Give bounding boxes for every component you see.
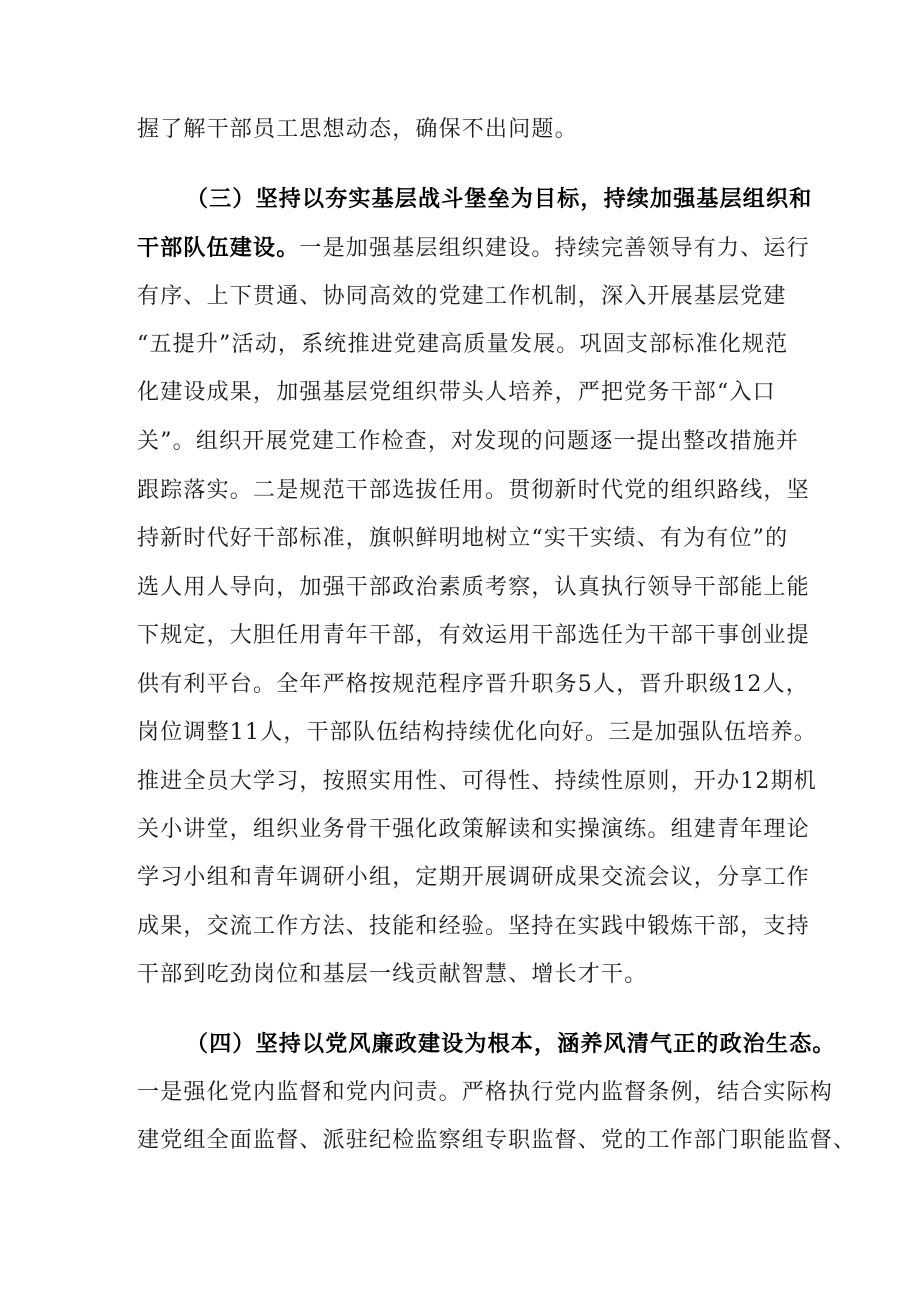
section-heading-3-tail: 干部队伍建设。 — [137, 235, 300, 261]
text-line: 关”。组织开展党建工作检查，对发现的问题逐一提出整改措施并 — [137, 429, 800, 454]
text-line: 学习小组和青年调研小组，定期开展调研成果交流会议，分享工作 — [137, 865, 810, 890]
text-line: 化建设成果，加强基层党组织带头人培养，严把党务干部“入口 — [137, 380, 776, 405]
text-line: 关小讲堂，组织业务骨干强化政策解读和实操演练。组建青年理论 — [137, 817, 810, 842]
section-heading-3: （三）坚持以夯实基层战斗堡垒为目标，持续加强基层组织和 — [186, 186, 813, 212]
text-line: 干部到吃劲岗位和基层一线贡献智慧、增长才干。 — [137, 962, 648, 987]
text-line: 持新时代好干部标准，旗帜鲜明地树立“实干实绩、有为有位”的 — [137, 526, 789, 551]
text-line: 成果，交流工作方法、技能和经验。坚持在实践中锻炼干部，支持 — [137, 914, 810, 939]
text-line: 选人用人导向，加强干部政治素质考察，认真执行领导干部能上能 — [137, 575, 810, 600]
text-line: 推进全员大学习，按照实用性、可得性、持续性原则，开办12期机 — [137, 769, 817, 794]
text-line: 供有利平台。全年严格按规范程序晋升职务5人，晋升职级12人， — [137, 672, 809, 697]
text-line: 下规定，大胆任用青年干部，有效运用干部选任为干部干事创业提 — [137, 623, 810, 648]
text-line: 岗位调整11人，干部队伍结构持续优化向好。三是加强队伍培养。 — [137, 720, 817, 745]
text-line: 一是强化党内监督和党内问责。严格执行党内监督条例，结合实际构 — [137, 1080, 834, 1105]
text-line: 建党组全面监督、派驻纪检监察组专职监督、党的工作部门职能监督、 — [137, 1128, 857, 1153]
section-heading-4: （四）坚持以党风廉政建设为根本，涵养风清气正的政治生态。 — [186, 1031, 836, 1057]
text-line: 干部队伍建设。一是加强基层组织建设。持续完善领导有力、运行 — [137, 235, 810, 261]
text-line: “五提升”活动，系统推进党建高质量发展。巩固支部标准化规范 — [137, 332, 789, 357]
text-line: 跟踪落实。二是规范干部选拔任用。贯彻新时代党的组织路线，坚 — [137, 478, 810, 503]
text-line: 握了解干部员工思想动态，确保不出问题。 — [137, 117, 578, 142]
text-line: 有序、上下贯通、协同高效的党建工作机制，深入开展基层党建 — [137, 284, 787, 309]
